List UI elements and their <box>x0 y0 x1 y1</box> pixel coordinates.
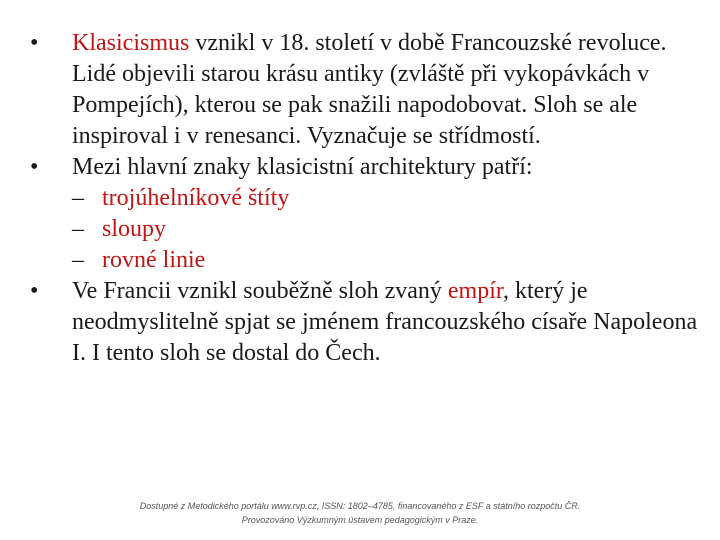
bullet-icon: • <box>30 30 39 56</box>
footer-line: Provozováno Výzkumným ústavem pedagogickým v Praze. <box>241 515 479 525</box>
footer-citation <box>0 499 720 527</box>
subitem-linie <box>30 245 700 276</box>
paragraph-text: , který je neodmyslitelně spjat se jménem francouzského císaře Napoleona I. I tento sloh se dostal do Čech. <box>72 278 698 366</box>
dash-icon: – <box>72 216 84 242</box>
subitem-label: sloupy <box>102 216 167 242</box>
bullet-item-znaky <box>30 152 700 183</box>
bullet-icon: • <box>30 278 39 304</box>
subitem-sloupy <box>30 214 700 245</box>
paragraph-text: Mezi hlavní znaky klasicistní architektury patří: <box>72 154 533 180</box>
term-klasicismus: Klasicismus <box>72 30 190 56</box>
term-empir: empír <box>447 278 503 304</box>
subitem-stity <box>30 183 700 214</box>
paragraph-text: Ve Francii vznikl souběžně sloh zvaný <box>72 278 448 304</box>
paragraph-text: vznikl v 18. století v době Francouzské revoluce. Lidé objevili starou krásu antiky (zvláště při vykopávkách v Pompejích), kterou se pak snažili napodobovat. Sloh se ale inspiroval i v renesanci. Vyznačuje se střídmostí. <box>72 30 667 149</box>
subitem-label: rovné linie <box>102 247 206 273</box>
bullet-list <box>30 28 700 369</box>
dash-icon: – <box>72 247 84 273</box>
bullet-item-empir <box>30 276 700 369</box>
dash-icon: – <box>72 185 84 211</box>
subitem-label: trojúhelníkové štíty <box>102 185 290 211</box>
bullet-item-klasicismus <box>30 28 700 152</box>
bullet-icon: • <box>30 154 39 180</box>
footer-line: Dostupné z Metodického portálu www.rvp.cz, ISSN: 1802–4785, financovaného z ESF a státního rozpočtu ČR. <box>139 501 581 511</box>
